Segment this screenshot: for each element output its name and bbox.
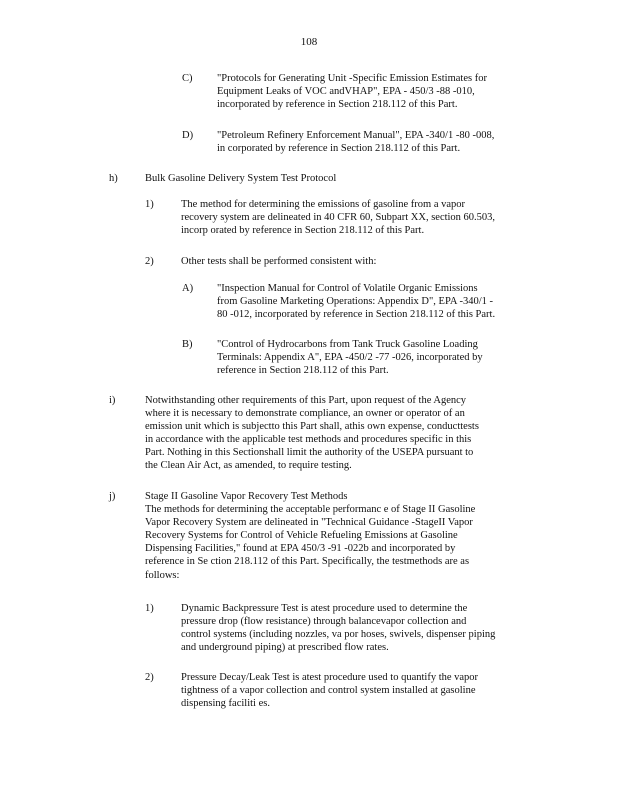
item-label: 2) bbox=[145, 256, 154, 267]
item-text bbox=[217, 72, 527, 111]
text-line: Other tests shall be performed consistent with: bbox=[181, 256, 377, 267]
item-text bbox=[181, 602, 545, 654]
text-line: emission unit which is subjectto this Part shall, athis own expense, conducttests bbox=[145, 421, 479, 433]
page-number: 108 bbox=[300, 36, 318, 48]
paragraph-j-2 bbox=[145, 671, 545, 710]
item-text bbox=[217, 129, 527, 155]
paragraph-h-2-a bbox=[182, 282, 532, 321]
text-line: "Protocols for Generating Unit -Specific Emission Estimates for bbox=[217, 73, 487, 84]
item-text bbox=[217, 338, 532, 377]
text-line: Pressure Decay/Leak Test is atest procedure used to quantify the vapor bbox=[181, 672, 479, 683]
item-label: B) bbox=[182, 339, 193, 350]
item-text bbox=[181, 671, 545, 710]
item-text bbox=[181, 198, 530, 237]
paragraph-h-2-b bbox=[182, 338, 532, 377]
text-line: Recovery Systems for Control of Vehicle Refueling Emissions at Gasoline bbox=[145, 530, 458, 542]
item-label: C) bbox=[182, 73, 193, 84]
text-line: tightness of a vapor collection and control system installed at gasoline bbox=[181, 685, 476, 697]
text-line: The method for determining the emissions of gasoline from a vapor bbox=[181, 199, 466, 210]
text-line: Terminals: Appendix A", EPA -450/2 -77 -026, incorporated by bbox=[217, 352, 483, 364]
item-text bbox=[145, 172, 529, 185]
text-line: "Petroleum Refinery Enforcement Manual", EPA -340/1 -80 -008, bbox=[217, 130, 495, 141]
text-line: incorporated by reference in Section 218.112 of this Part. bbox=[217, 99, 458, 111]
item-text bbox=[217, 282, 532, 321]
item-label: 1) bbox=[145, 199, 154, 210]
text-line: pressure drop (flow resistance) through balancevapor collection and bbox=[181, 616, 467, 628]
paragraph-d bbox=[182, 129, 527, 155]
text-line: Bulk Gasoline Delivery System Test Protocol bbox=[145, 173, 337, 184]
item-label: 2) bbox=[145, 672, 154, 683]
item-label: A) bbox=[182, 283, 194, 294]
text-line: recovery system are delineated in 40 CFR 60, Subpart XX, section 60.503, bbox=[181, 212, 496, 224]
paragraph-j-1 bbox=[145, 602, 545, 654]
text-line: reference in Se ction 218.112 of this Part. Specifically, the testmethods are as bbox=[145, 556, 470, 568]
section-h-heading bbox=[109, 172, 529, 185]
item-text bbox=[145, 490, 549, 582]
item-text bbox=[145, 394, 539, 473]
item-label: j) bbox=[109, 491, 116, 502]
text-line: reference in Section 218.112 of this Part. bbox=[217, 365, 389, 377]
text-line: 80 -012, incorporated by reference in Section 218.112 of this Part. bbox=[217, 309, 496, 321]
text-line: Dispensing Facilities," found at EPA 450/3 -91 -022b and incorporated by bbox=[145, 543, 456, 555]
text-line: where it is necessary to demonstrate compliance, an owner or operator of an bbox=[145, 408, 465, 420]
text-line: Vapor Recovery System are delineated in "Technical Guidance -StageII Vapor bbox=[145, 517, 473, 529]
text-line: Stage II Gasoline Vapor Recovery Test Methods bbox=[145, 491, 348, 502]
text-line: Dynamic Backpressure Test is atest procedure used to determine the bbox=[181, 603, 468, 614]
text-line: incorp orated by reference in Section 218.112 of this Part. bbox=[181, 225, 425, 237]
text-line: dispensing faciliti es. bbox=[181, 698, 270, 710]
item-label: i) bbox=[109, 395, 116, 406]
item-label: 1) bbox=[145, 603, 154, 614]
text-line: "Control of Hydrocarbons from Tank Truck Gasoline Loading bbox=[217, 339, 478, 350]
paragraph-h-1 bbox=[145, 198, 530, 237]
text-line: from Gasoline Marketing Operations: Appendix D", EPA -340/1 - bbox=[217, 296, 493, 308]
paragraph-c bbox=[182, 72, 527, 111]
paragraph-h-2 bbox=[145, 255, 530, 268]
item-text bbox=[181, 255, 530, 268]
text-line: control systems (including nozzles, va por hoses, swivels, dispenser piping bbox=[181, 629, 496, 641]
text-line: The methods for determining the acceptable performanc e of Stage II Gasoline bbox=[145, 504, 476, 516]
paragraph-j bbox=[109, 490, 549, 582]
item-label: h) bbox=[109, 173, 118, 184]
text-line: follows: bbox=[145, 569, 180, 581]
paragraph-i bbox=[109, 394, 539, 473]
text-line: and underground piping) at prescribed flow rates. bbox=[181, 642, 389, 654]
text-line: Part. Nothing in this Sectionshall limit the authority of the USEPA pursuant to bbox=[145, 447, 474, 459]
text-line: the Clean Air Act, as amended, to require testing. bbox=[145, 460, 352, 472]
text-line: in accordance with the applicable test methods and procedures specific in this bbox=[145, 434, 472, 446]
text-line: "Inspection Manual for Control of Volatile Organic Emissions bbox=[217, 283, 478, 294]
item-label: D) bbox=[182, 130, 194, 141]
text-line: Equipment Leaks of VOC andVHAP", EPA - 450/3 -88 -010, bbox=[217, 86, 475, 98]
text-line: Notwithstanding other requirements of this Part, upon request of the Agency bbox=[145, 395, 467, 406]
text-line: in corporated by reference in Section 218.112 of this Part. bbox=[217, 143, 461, 155]
